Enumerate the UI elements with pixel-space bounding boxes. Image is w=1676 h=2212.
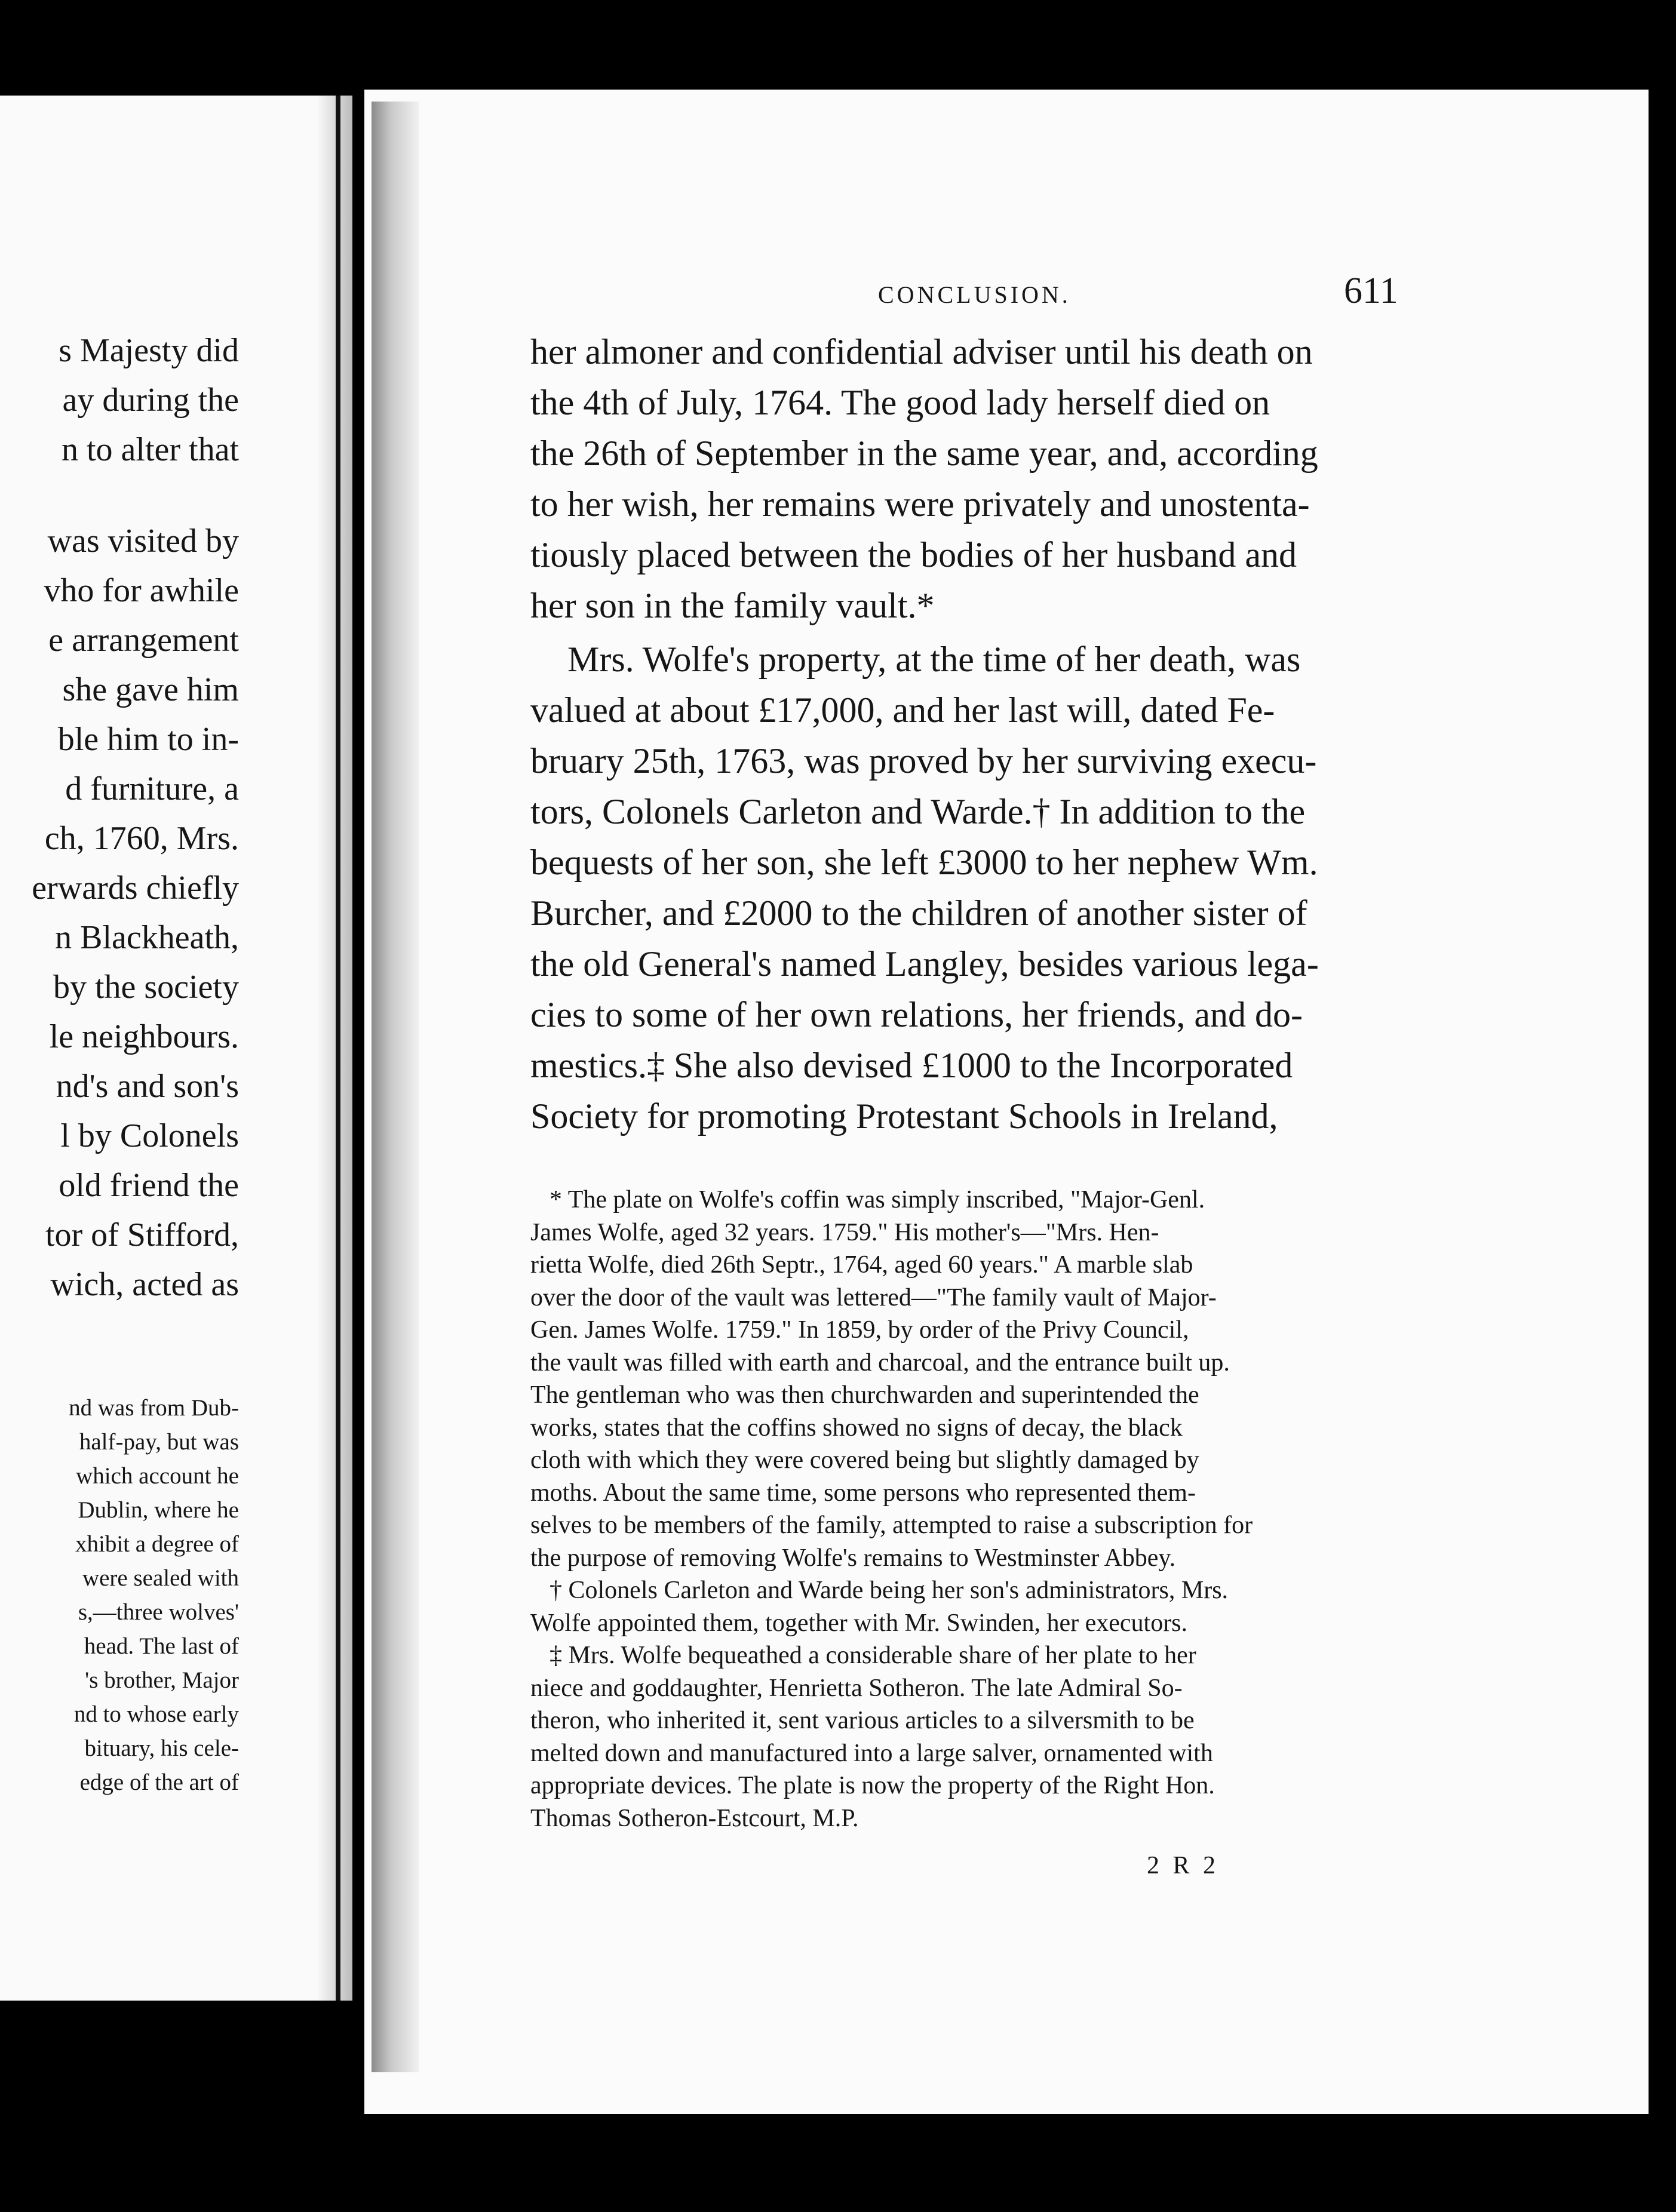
footnote-line: James Wolfe, aged 32 years. 1759." His mother's—"Mrs. Hen- [530,1218,1159,1246]
left-body-line: e arrangement [48,622,239,659]
left-note-line: which account he [76,1463,239,1489]
body-line: Burcher, and £2000 to the children of another sister of [530,893,1307,933]
left-note-line: Dublin, where he [78,1497,239,1523]
body-line: cies to some of her own relations, her friends, and do- [530,995,1303,1034]
left-body-line: n to alter that [61,431,239,468]
body-line: her almoner and confidential adviser until his death on [530,332,1313,371]
left-body-line: le neighbours. [49,1018,239,1055]
body-line: Society for promoting Protestant Schools in Ireland, [530,1096,1278,1136]
left-note-line: 's brother, Major [85,1667,239,1693]
footnote-line: ‡ Mrs. Wolfe bequeathed a considerable share of her plate to her [550,1642,1196,1669]
footnote-line: works, states that the coffins showed no signs of decay, the black [530,1414,1183,1442]
footnote-line: Gen. James Wolfe. 1759." In 1859, by order of the Privy Council, [530,1316,1189,1344]
body-line: mestics.‡ She also devised £1000 to the Incorporated [530,1046,1293,1085]
left-body-line: n Blackheath, [55,919,239,956]
footnote-line: Thomas Sotheron-Estcourt, M.P. [530,1804,859,1832]
body-line: bequests of her son, she left £3000 to her nephew Wm. [530,843,1318,882]
body-line: her son in the family vault.* [530,586,935,625]
left-body-line: ch, 1760, Mrs. [44,820,239,857]
book-spine-shadow [372,102,419,2072]
left-note-line: half-pay, but was [79,1429,239,1455]
left-note-line: s,—three wolves' [78,1599,239,1625]
body-line: to her wish, her remains were privately and unostenta- [530,484,1310,524]
left-body-line: erwards chiefly [32,870,239,907]
footnote-line: the purpose of removing Wolfe's remains to Westminster Abbey. [530,1544,1176,1572]
left-body-line: s Majesty did [59,332,239,369]
footnote-line: † Colonels Carleton and Warde being her son's administrators, Mrs. [550,1577,1229,1604]
footnote-line: the vault was filled with earth and charcoal, and the entrance built up. [530,1348,1230,1377]
left-body-line: d furniture, a [65,770,239,807]
left-note-line: nd to whose early [73,1701,239,1727]
footnote-line: * The plate on Wolfe's coffin was simply inscribed, "Major-Genl. [550,1186,1205,1213]
body-line: bruary 25th, 1763, was proved by her surviving execu- [530,741,1317,781]
body-line: the old General's named Langley, besides various lega- [530,944,1319,984]
left-body-line: old friend the [59,1167,239,1204]
paragraph-first-line: Mrs. Wolfe's property, at the time of her death, was [567,640,1301,679]
footnote-line: appropriate devices. The plate is now the property of the Right Hon. [530,1772,1215,1799]
footnote-line: Wolfe appointed them, together with Mr. Swinden, her executors. [530,1609,1188,1637]
body-line: valued at about £17,000, and her last will, dated Fe- [530,690,1275,730]
body-line: the 4th of July, 1764. The good lady herself died on [530,383,1270,422]
body-line: tiously placed between the bodies of her husband and [530,535,1297,574]
footnote-line: cloth with which they were covered being but slightly damaged by [530,1446,1199,1474]
left-body-line: ay during the [62,382,239,419]
left-note-line: bituary, his cele- [84,1735,239,1761]
left-body-line: she gave him [62,671,239,708]
footnote-line: selves to be members of the family, attempted to raise a subscription for [530,1511,1253,1539]
left-body-line: vho for awhile [44,572,239,609]
footnote-line: rietta Wolfe, died 26th Septr., 1764, aged 60 years." A marble slab [530,1251,1193,1279]
body-line: tors, Colonels Carleton and Warde.† In addition to the [530,792,1306,831]
body-line: the 26th of September in the same year, and, according [530,434,1318,473]
footnote-line: niece and goddaughter, Henrietta Sotheron. The late Admiral So- [530,1674,1183,1702]
left-body-line: ble him to in- [57,721,239,758]
running-head: CONCLUSION. [878,281,1071,308]
printer-signature: 2 R 2 [1147,1852,1220,1879]
footnote-line: melted down and manufactured into a large salver, ornamented with [530,1739,1213,1767]
left-note-line: were sealed with [82,1565,239,1591]
left-note-line: nd was from Dub- [69,1395,239,1421]
left-body-line: tor of Stifford, [45,1216,239,1254]
footnote-line: over the door of the vault was lettered—"The family vault of Major- [530,1283,1217,1311]
left-body-line: by the society [53,969,239,1006]
footnote-line: moths. About the same time, some persons who represented them- [530,1479,1196,1507]
left-body-line: l by Colonels [60,1117,239,1154]
footnote-line: theron, who inherited it, sent various articles to a silversmith to be [530,1707,1195,1734]
left-page [0,96,352,2001]
page-divider [336,96,340,2001]
footnote-line: The gentleman who was then churchwarden and superintended the [530,1381,1199,1409]
gutter-shadow [317,96,352,2001]
left-body-line: wich, acted as [50,1266,239,1303]
page-number: 611 [1344,271,1398,311]
left-note-line: head. The last of [84,1633,239,1659]
left-note-line: edge of the art of [79,1769,239,1795]
left-body-line: nd's and son's [56,1068,239,1105]
left-body-line: was visited by [47,523,239,560]
left-note-line: xhibit a degree of [75,1531,239,1557]
